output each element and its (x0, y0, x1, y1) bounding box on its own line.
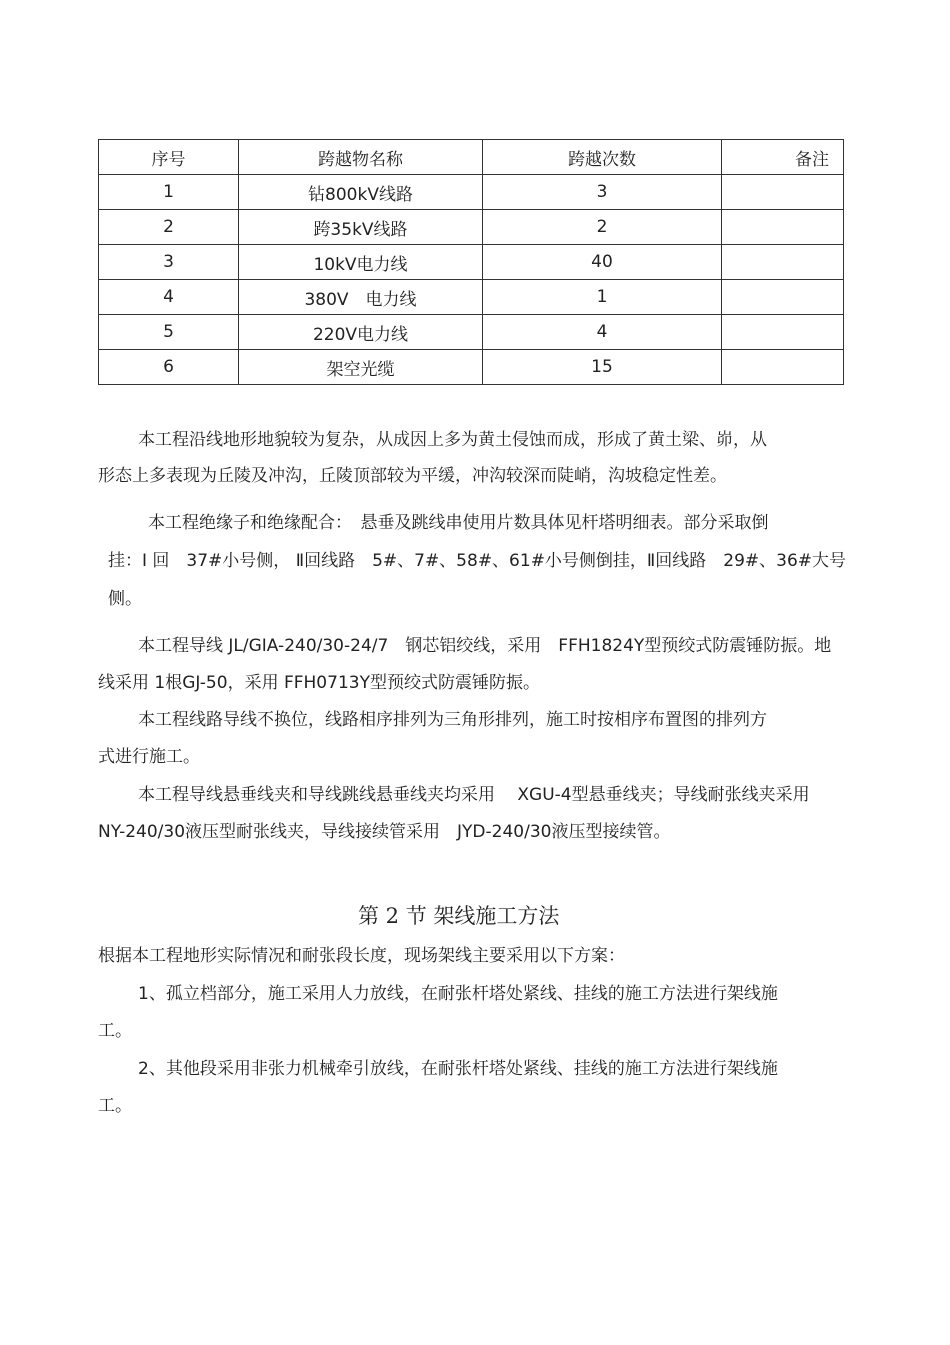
paragraph-terrain-line: 本工程沿线地形地貌较为复杂，从成因上多为黄土侵蚀而成，形成了黄土梁、峁，从 (138, 430, 767, 450)
table-row (99, 315, 844, 350)
header-cell: 跨越次数 (483, 140, 722, 175)
table-cell: 6 (99, 350, 239, 385)
table-cell: 3 (99, 245, 239, 280)
paragraph-insulator-line: 侧。 (108, 589, 142, 609)
list-item-line: 工。 (98, 1021, 132, 1041)
paragraph-phase-line: 本工程线路导线不换位，线路相序排列为三角形排列，施工时按相序布置图的排列方 (138, 710, 767, 730)
table-cell: 架空光缆 (239, 350, 483, 385)
header-cell: 跨越物名称 (239, 140, 483, 175)
paragraph-phase-line: 式进行施工。 (98, 747, 200, 767)
table-cell: 1 (99, 175, 239, 210)
table-cell: 2 (99, 210, 239, 245)
list-item-line: 1、孤立档部分，施工采用人力放线，在耐张杆塔处紧线、挂线的施工方法进行架线施 (138, 984, 778, 1004)
table-row (99, 210, 844, 245)
table-cell: 1 (483, 280, 722, 315)
table-row (99, 350, 844, 385)
table-cell: 15 (483, 350, 722, 385)
table-cell: 4 (99, 280, 239, 315)
table-cell (722, 280, 844, 315)
table-row (99, 175, 844, 210)
table-cell: 220V电力线 (239, 315, 483, 350)
table-cell: 380V 电力线 (239, 280, 483, 315)
table-cell: 10kV电力线 (239, 245, 483, 280)
table-cell: 跨35kV线路 (239, 210, 483, 245)
crossing-table (98, 139, 844, 385)
table-cell (722, 210, 844, 245)
section-intro: 根据本工程地形实际情况和耐张段长度，现场架线主要采用以下方案： (98, 946, 625, 966)
table-cell: 5 (99, 315, 239, 350)
paragraph-insulator-line: 本工程绝缘子和绝缘配合： 悬垂及跳线串使用片数具体见杆塔明细表。部分采取倒 (148, 513, 769, 533)
table-cell: 钻800kV线路 (239, 175, 483, 210)
list-item-line: 2、其他段采用非张力机械牵引放线，在耐张杆塔处紧线、挂线的施工方法进行架线施 (138, 1059, 778, 1079)
table-cell (722, 350, 844, 385)
table-cell: 3 (483, 175, 722, 210)
paragraph-clamp-line: 本工程导线悬垂线夹和导线跳线悬垂线夹均采用 XGU-4型悬垂线夹；导线耐张线夹采用 (138, 785, 810, 805)
table-header-row (99, 140, 844, 175)
paragraph-conductor-line: 本工程导线 JL/GIA-240/30-24/7 钢芯铝绞线，采用 FFH1824Y型预绞式防震锤防振。地 (138, 636, 832, 656)
paragraph-conductor-line: 线采用 1根GJ-50，采用 FFH0713Y型预绞式防震锤防振。 (98, 673, 540, 693)
paragraph-clamp-line: NY-240/30液压型耐张线夹，导线接续管采用 JYD-240/30液压型接续管。 (98, 822, 671, 842)
paragraph-terrain-line: 形态上多表现为丘陵及冲沟，丘陵顶部较为平缓，冲沟较深而陡峭，沟坡稳定性差。 (98, 466, 727, 486)
table-cell (722, 175, 844, 210)
paragraph-insulator-line: 挂：Ⅰ 回 37#小号侧， Ⅱ回线路 5#、7#、58#、61#小号侧倒挂，Ⅱ回线路 29#、36#大号 (108, 551, 847, 571)
table-cell: 2 (483, 210, 722, 245)
list-item-line: 工。 (98, 1096, 132, 1116)
section-heading: 第 2 节 架线施工方法 (358, 904, 560, 928)
table-cell (722, 245, 844, 280)
table-cell: 4 (483, 315, 722, 350)
table-cell: 40 (483, 245, 722, 280)
table-row (99, 245, 844, 280)
table-cell (722, 315, 844, 350)
header-cell: 备注 (722, 140, 844, 175)
table-row (99, 280, 844, 315)
header-cell: 序号 (99, 140, 239, 175)
